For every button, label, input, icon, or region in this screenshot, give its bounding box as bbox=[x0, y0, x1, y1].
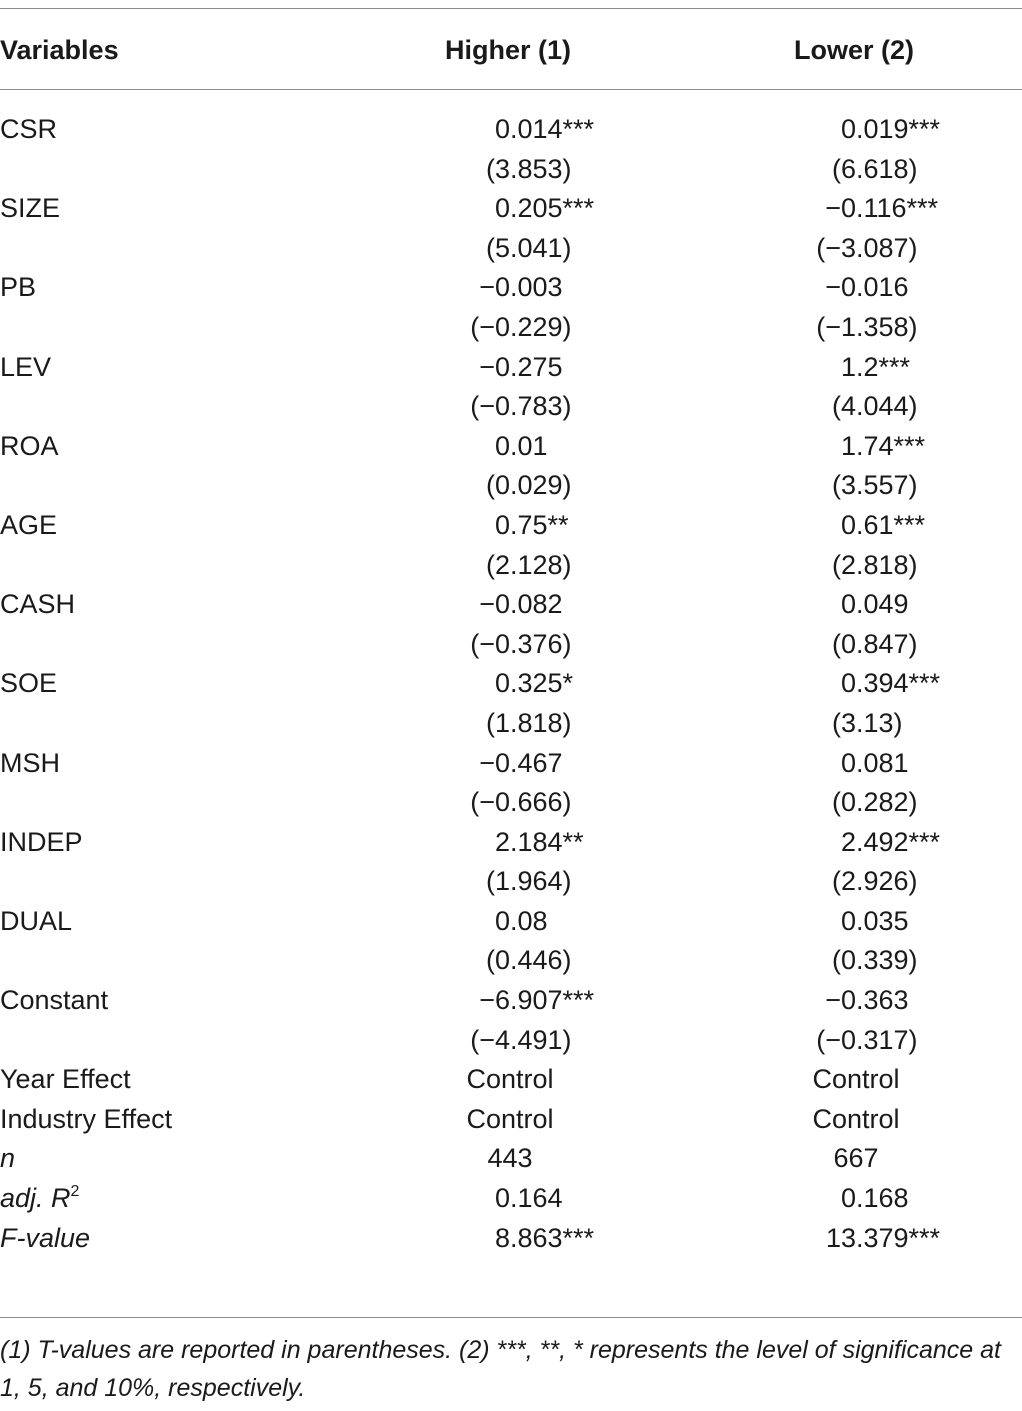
cell-higher: (1.964) bbox=[485, 866, 572, 897]
cell-higher: 443 bbox=[487, 1143, 533, 1174]
cell-lower: −0.116*** bbox=[825, 193, 939, 224]
cell-higher: 0.164 bbox=[494, 1183, 563, 1214]
table-row bbox=[0, 150, 1022, 190]
row-label-superscript: 2 bbox=[70, 1183, 80, 1201]
table-row bbox=[0, 585, 1022, 625]
row-label: LEV bbox=[0, 351, 52, 382]
cell-lower: (2.818) bbox=[831, 549, 918, 580]
cell-lower: (−1.358) bbox=[816, 311, 918, 342]
cell-higher: 2.184** bbox=[494, 826, 584, 857]
cell-higher: (1.818) bbox=[485, 707, 572, 738]
row-label: DUAL bbox=[0, 905, 73, 936]
table-row bbox=[0, 625, 1022, 665]
cell-higher: −0.003 bbox=[479, 272, 563, 303]
table-row bbox=[0, 1021, 1022, 1061]
table-row bbox=[0, 744, 1022, 784]
table-top-rule bbox=[0, 8, 1022, 9]
table-row bbox=[0, 546, 1022, 586]
cell-lower: 2.492*** bbox=[840, 826, 941, 857]
table-footnote: (1) T-values are reported in parentheses. (2) ***, **, * represents the level of significance at 1, 5, and 10%, respectively. bbox=[0, 1336, 1001, 1402]
cell-lower: (0.282) bbox=[831, 787, 918, 818]
table-row bbox=[0, 1060, 1022, 1100]
cell-higher: 0.08 bbox=[494, 905, 548, 936]
cell-lower: (0.339) bbox=[831, 945, 918, 976]
cell-higher: (−0.783) bbox=[470, 391, 572, 422]
cell-lower: Control bbox=[812, 1064, 900, 1095]
header-lower: Lower (2) bbox=[794, 35, 915, 65]
table-row bbox=[0, 348, 1022, 388]
row-label: AGE bbox=[0, 509, 58, 540]
cell-higher: (−0.229) bbox=[470, 311, 572, 342]
cell-lower: 0.035 bbox=[840, 905, 909, 936]
cell-higher: (0.029) bbox=[485, 470, 572, 501]
cell-higher: 0.75** bbox=[494, 509, 569, 540]
cell-higher: 0.325* bbox=[494, 668, 574, 699]
table-row bbox=[0, 466, 1022, 506]
cell-lower: 1.2*** bbox=[840, 351, 911, 382]
table-row bbox=[0, 387, 1022, 427]
cell-lower: (2.926) bbox=[831, 866, 918, 897]
cell-lower: (0.847) bbox=[831, 628, 918, 659]
table-body bbox=[0, 110, 1022, 1258]
cell-lower: 0.168 bbox=[840, 1183, 909, 1214]
header-variables: Variables bbox=[0, 35, 119, 65]
row-label: adj. $R^2$ bbox=[0, 1183, 80, 1214]
table-row bbox=[0, 268, 1022, 308]
table-row bbox=[0, 981, 1022, 1021]
cell-higher: (−0.666) bbox=[470, 787, 572, 818]
cell-lower: 0.394*** bbox=[840, 668, 941, 699]
cell-higher: (−4.491) bbox=[470, 1024, 572, 1055]
cell-higher: (−0.376) bbox=[470, 628, 572, 659]
row-label: Industry Effect bbox=[0, 1103, 173, 1134]
cell-higher: Control bbox=[466, 1103, 554, 1134]
header-bottom-rule bbox=[0, 89, 1022, 90]
header-higher: Higher (1) bbox=[445, 35, 572, 65]
row-label: F-value bbox=[0, 1222, 91, 1253]
cell-higher: 0.205*** bbox=[494, 193, 595, 224]
cell-lower: 0.61*** bbox=[840, 509, 926, 540]
row-label: PB bbox=[0, 272, 37, 303]
cell-lower: (−3.087) bbox=[816, 232, 918, 263]
table-row bbox=[0, 308, 1022, 348]
table-row bbox=[0, 1139, 1022, 1179]
cell-higher: 0.01 bbox=[494, 430, 548, 461]
row-label: ROA bbox=[0, 430, 59, 461]
cell-lower: −0.016 bbox=[825, 272, 909, 303]
cell-lower: 13.379*** bbox=[825, 1222, 941, 1253]
table-row bbox=[0, 1179, 1022, 1219]
cell-lower: 667 bbox=[833, 1143, 879, 1174]
cell-lower: 0.019*** bbox=[840, 114, 941, 144]
row-label: MSH bbox=[0, 747, 60, 778]
cell-higher: −0.275 bbox=[479, 351, 563, 382]
table-row bbox=[0, 902, 1022, 942]
cell-higher: (5.041) bbox=[485, 232, 572, 263]
cell-lower: (−0.317) bbox=[816, 1024, 918, 1055]
table-row bbox=[0, 704, 1022, 744]
row-label: Constant bbox=[0, 985, 109, 1016]
row-label: INDEP bbox=[0, 826, 83, 857]
cell-lower: (4.044) bbox=[831, 391, 918, 422]
table-row bbox=[0, 427, 1022, 467]
row-label: SOE bbox=[0, 668, 58, 699]
cell-higher: −6.907*** bbox=[479, 985, 595, 1016]
table-row bbox=[0, 664, 1022, 704]
cell-higher: −0.467 bbox=[479, 747, 563, 778]
cell-higher: 8.863*** bbox=[494, 1222, 595, 1253]
cell-higher: −0.082 bbox=[479, 589, 563, 620]
row-label: CSR bbox=[0, 114, 58, 144]
cell-higher: 0.014*** bbox=[494, 114, 595, 144]
table-row bbox=[0, 783, 1022, 823]
row-label: n bbox=[0, 1143, 16, 1174]
table-bottom-rule bbox=[0, 1317, 1022, 1318]
cell-higher: (0.446) bbox=[485, 945, 572, 976]
cell-higher: Control bbox=[466, 1064, 554, 1095]
cell-lower: (3.13) bbox=[831, 707, 903, 738]
cell-lower: −0.363 bbox=[825, 985, 909, 1016]
cell-lower: 1.74*** bbox=[840, 430, 926, 461]
cell-lower: 0.081 bbox=[840, 747, 909, 778]
row-label: SIZE bbox=[0, 193, 61, 224]
table-row bbox=[0, 189, 1022, 229]
row-label: CASH bbox=[0, 589, 76, 620]
cell-higher: (3.853) bbox=[485, 153, 572, 184]
table-row bbox=[0, 1219, 1022, 1259]
row-label: Year Effect bbox=[0, 1064, 131, 1095]
table-row bbox=[0, 110, 1022, 150]
table-row bbox=[0, 941, 1022, 981]
cell-higher: (2.128) bbox=[485, 549, 572, 580]
table-row bbox=[0, 229, 1022, 269]
table-row bbox=[0, 506, 1022, 546]
table-row bbox=[0, 1100, 1022, 1140]
cell-lower: 0.049 bbox=[840, 589, 909, 620]
cell-lower: Control bbox=[812, 1103, 900, 1134]
cell-lower: (3.557) bbox=[831, 470, 918, 501]
table-row bbox=[0, 823, 1022, 863]
table-row bbox=[0, 862, 1022, 902]
cell-lower: (6.618) bbox=[831, 153, 918, 184]
